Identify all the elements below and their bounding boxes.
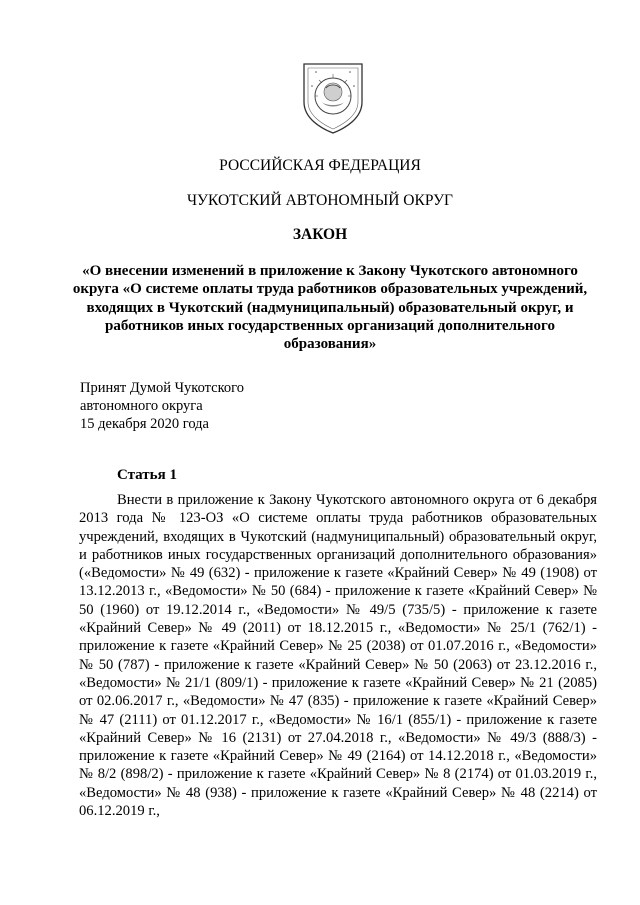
document-type-heading: ЗАКОН: [292, 226, 348, 243]
adoption-block: [80, 379, 244, 433]
region-heading: ЧУКОТСКИЙ АВТОНОМНЫЙ ОКРУГ: [186, 192, 454, 209]
adoption-line: Принят Думой Чукотского: [80, 380, 245, 396]
adoption-date: 15 декабря 2020 года: [80, 416, 209, 432]
law-title: «О внесении изменений в приложение к Закону Чукотского автономного округа «О системе оплаты труда работников образовательных учреждений, входящих в Чукотский (надмуниципальный) образовательный округ, и работников иных государственных организаций дополнительного образования»: [72, 263, 588, 353]
article-title: Статья 1: [117, 467, 177, 483]
adoption-line: автономного округа: [80, 398, 203, 414]
article-body: Внести в приложение к Закону Чукотского автономного округа от 6 декабря 2013 года № 123-ОЗ «О системе оплаты труда работников образовательных учреждений, входящих в Чукотский (надмуниципальный) образовательный округ, и работников иных государственных организаций дополнительного образования» («Ведомости» № 49 (632) - приложение к газете «Крайний Север» № 49 (1908) от 13.12.2013 г., «Ведомости» № 50 (684) - приложение к газете «Крайний Север» № 50 (1960) от 19.12.2014 г., «Ведомости» № 49/5 (735/5) - приложение к газете «Крайний Север» № 49 (2011) от 18.12.2015 г., «Ведомости» № 25/1 (762/1) - приложение к газете «Крайний Север» № 25 (2038) от 01.07.2016 г., «Ведомости» № 50 (787) - приложение к газете «Крайний Север» № 50 (2063) от 23.12.2016 г., «Ведомости» № 21/1 (809/1) - приложение к газете «Крайний Север» № 21 (2085) от 02.06.2017 г., «Ведомости» № 47 (835) - приложение к газете «Крайний Север» № 47 (2111) от 01.12.2017 г., «Ведомости» № 16/1 (855/1) - приложение к газете «Крайний Север» № 16 (2131) от 27.04.2018 г., «Ведомости» № 49/3 (888/3) - приложение к газете «Крайний Север» № 49 (2164) от 14.12.2018 г., «Ведомости» № 8/2 (898/2) - приложение к газете «Крайний Север» № 8 (2174) от 01.03.2019 г., «Ведомости» № 48 (938) - приложение к газете «Крайний Север» № 48 (2214) от 06.12.2019 г.,: [79, 492, 597, 820]
country-heading: РОССИЙСКАЯ ФЕДЕРАЦИЯ: [219, 157, 421, 174]
coat-of-arms-icon: [298, 58, 368, 136]
